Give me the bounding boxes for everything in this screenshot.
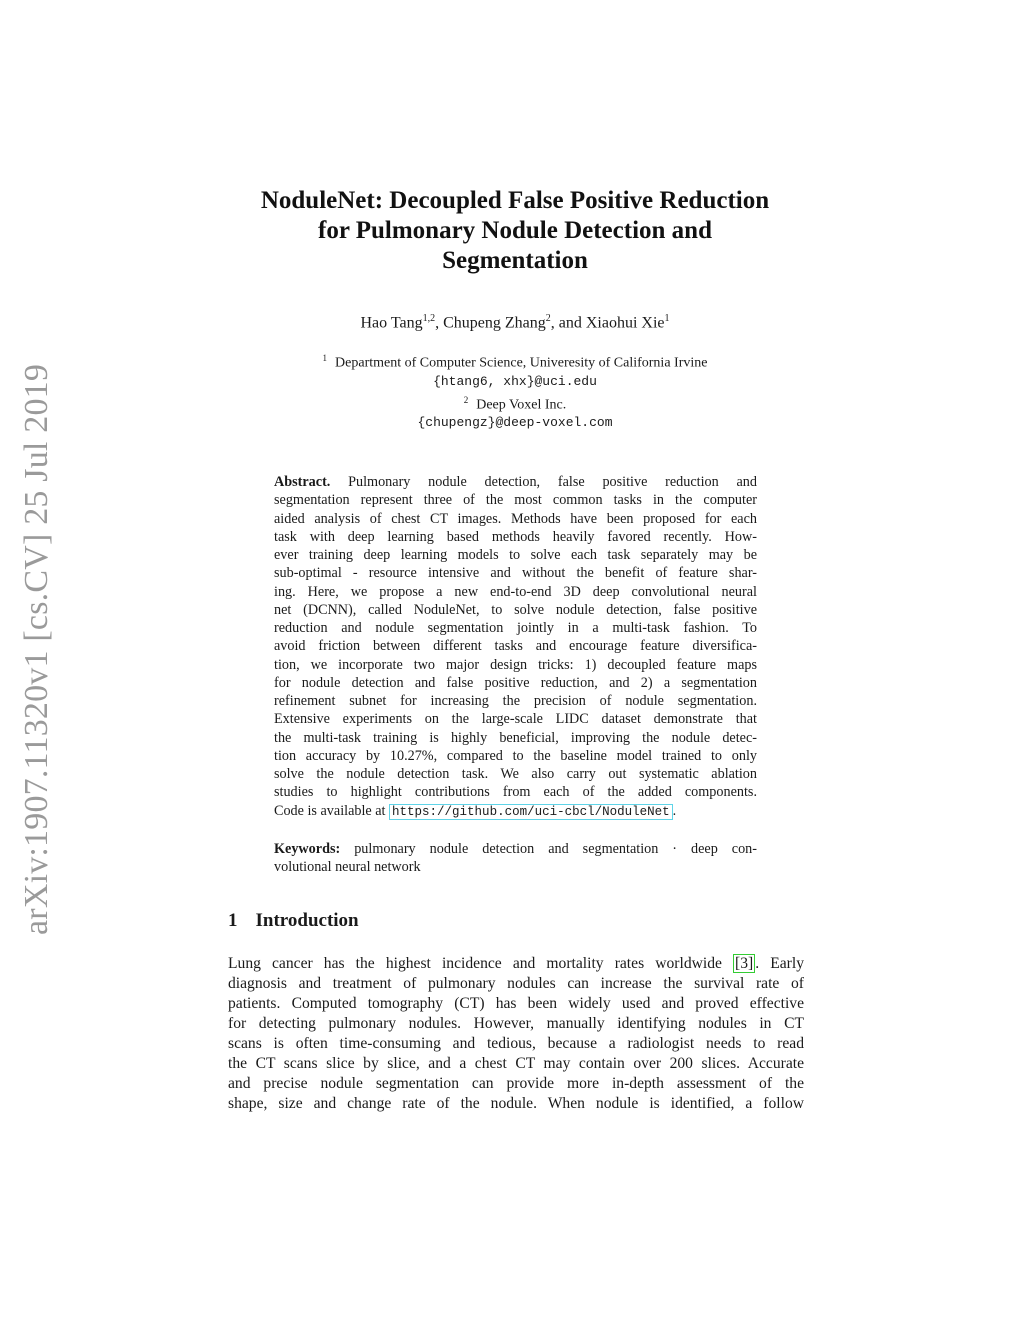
abstract-line: refinement subnet for increasing the precision of nodule segmentation. [274, 693, 757, 709]
arxiv-stamp: arXiv:1907.11320v1 [cs.CV] 25 Jul 2019 [18, 363, 55, 935]
keywords-text: pulmonary nodule detection and segmentation · deep con- [354, 841, 757, 857]
author-name: Chupeng Zhang [443, 314, 546, 332]
author-affil-mark: 1,2 [422, 313, 436, 324]
author-list [200, 313, 830, 332]
abstract-line: net (DCNN), called NoduleNet, to solve nodule detection, false positive [274, 601, 757, 618]
abstract-line: sub-optimal - resource intensive and without the benefit of feature shar- [274, 565, 757, 582]
affiliation-2 [200, 391, 830, 415]
email: {htang6, xhx}@uci.edu [433, 373, 597, 389]
abstract-label: Abstract. [274, 474, 331, 490]
body-line: and precise nodule segmentation can provide more in-depth assessment of the [228, 1075, 804, 1092]
abstract-line: ever training deep learning models to solve each task separately may be [274, 547, 757, 563]
paper-title [200, 186, 830, 276]
keywords [274, 840, 757, 877]
abstract [274, 473, 757, 820]
abstract-line: studies to highlight contributions from each of the added components. [274, 784, 757, 801]
author-separator: , [435, 314, 444, 332]
abstract-line: the multi-task training is highly beneficial, improving the nodule detec- [274, 729, 757, 746]
abstract-line: tion, we incorporate two major design tricks: 1) decoupled feature maps [274, 656, 757, 673]
body-line: diagnosis and treatment of pulmonary nodules can increase the survival rate of [228, 975, 804, 992]
abstract-line [274, 473, 757, 491]
body-text: Lung cancer has the highest incidence and mortality rates worldwide [228, 955, 734, 972]
section-number: 1 [228, 910, 238, 931]
title-line: NoduleNet: Decoupled False Positive Reduction [260, 187, 770, 214]
abstract-line: task with deep learning based methods heavily favored recently. How- [274, 528, 757, 545]
punctuation: . [672, 802, 677, 819]
abstract-text: Pulmonary nodule detection, false positive reduction and [348, 474, 757, 490]
introduction-paragraph [228, 954, 804, 1114]
body-text: . Early [755, 955, 804, 972]
abstract-line: segmentation represent three of the most common tasks in the computer [274, 492, 757, 509]
body-line: shape, size and change rate of the nodule. When nodule is identified, a follow [228, 1095, 804, 1112]
affiliation-number: 1 [322, 353, 328, 363]
affiliation-2-email [200, 414, 830, 432]
affiliation-1-email [200, 373, 830, 391]
keywords-line: volutional neural network [274, 859, 421, 876]
title-line: Segmentation [442, 247, 588, 274]
abstract-line: solve the nodule detection task. We also carry out systematic ablation [274, 766, 757, 782]
abstract-line: Extensive experiments on the large-scale LIDC dataset demonstrate that [274, 711, 757, 728]
keywords-label: Keywords: [274, 841, 341, 857]
keywords-line [274, 840, 757, 858]
abstract-line: for nodule detection and false positive reduction, and 2) a segmentation [274, 674, 757, 691]
email: {chupengz}@deep-voxel.com [417, 415, 613, 431]
abstract-line: reduction and nodule segmentation jointly in a multi-task fashion. To [274, 620, 757, 636]
body-line [228, 954, 804, 974]
author-name: Hao Tang [360, 314, 423, 332]
code-availability-text: Code is available at [274, 802, 390, 819]
title-line: for Pulmonary Nodule Detection and [318, 217, 712, 244]
abstract-line: tion accuracy by 10.27%, compared to the baseline model trained to only [274, 747, 757, 764]
section-title: Introduction [255, 910, 359, 931]
abstract-line [274, 802, 757, 820]
affiliation-number: 2 [463, 394, 469, 405]
body-line: scans is often time-consuming and tedious, because a radiologist needs to read [228, 1035, 804, 1052]
body-line: patients. Computed tomography (CT) has been widely used and proved effective [228, 995, 804, 1012]
affiliation-name: Department of Computer Science, Univeresity of California Irvine [335, 355, 708, 371]
citation-link[interactable]: [3] [735, 955, 754, 972]
abstract-line: ing. Here, we propose a new end-to-end 3D deep convolutional neural [274, 583, 757, 600]
code-link[interactable]: https://github.com/uci-cbcl/NoduleNet [389, 804, 673, 820]
author-affil-mark: 1 [664, 313, 670, 324]
abstract-line: avoid friction between different tasks and encourage feature diversifica- [274, 638, 757, 655]
body-line: for detecting pulmonary nodules. However, manually identifying nodules in CT [228, 1015, 804, 1032]
affiliation-name: Deep Voxel Inc. [476, 397, 567, 413]
author-name: Xiaohui Xie [585, 314, 665, 332]
author-separator: , and [550, 314, 586, 332]
section-heading [228, 910, 359, 932]
affiliations [200, 349, 830, 432]
affiliation-1 [200, 349, 830, 373]
body-line: the CT scans slice by slice, and a chest CT may contain over 200 slices. Accurate [228, 1055, 804, 1072]
author-affil-mark: 2 [545, 313, 551, 324]
abstract-line: aided analysis of chest CT images. Methods have been proposed for each [274, 510, 757, 527]
